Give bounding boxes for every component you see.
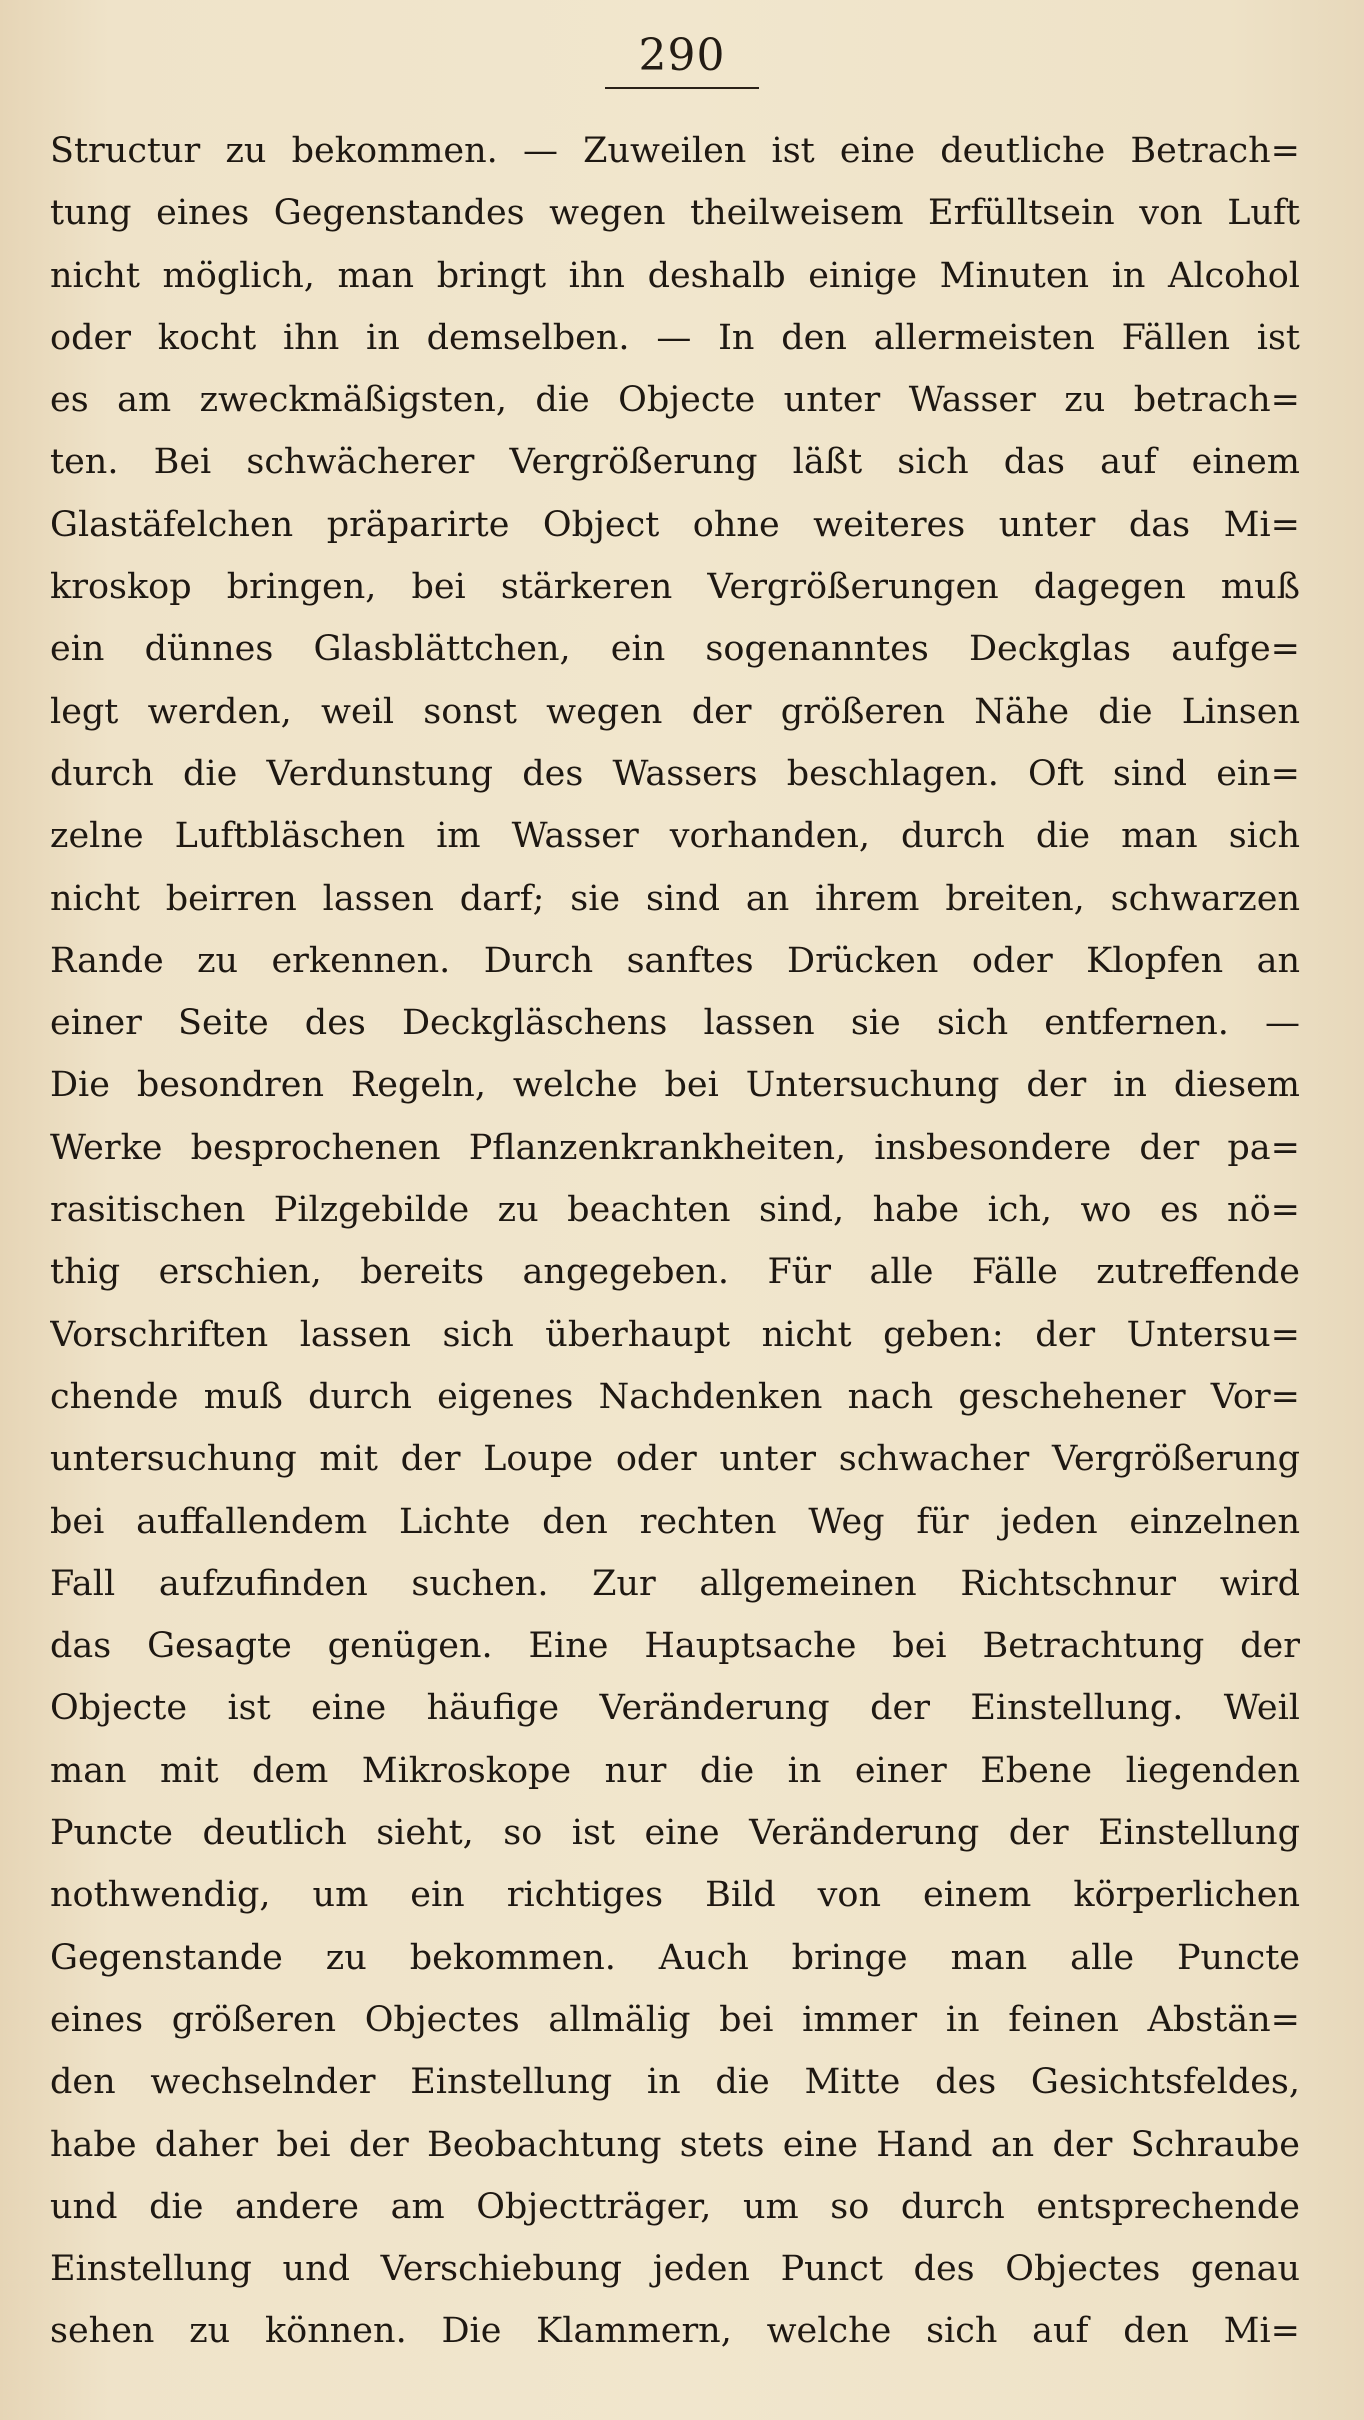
text-line: und die andere am Objectträger, um so durch entsprechende (50, 2186, 1300, 2227)
text-line: tung eines Gegenstandes wegen theilweisem Erfülltsein von Luft (50, 193, 1300, 234)
text-line: untersuchung mit der Loupe oder unter schwacher Vergrößerung (50, 1439, 1300, 1480)
text-line: bei auffallendem Lichte den rechten Weg für jeden einzelnen (50, 1501, 1300, 1542)
text-line: ten. Bei schwächerer Vergrößerung läßt sich das auf einem (50, 442, 1300, 483)
text-line: Vorschriften lassen sich überhaupt nicht geben: der Untersu= (50, 1314, 1300, 1355)
text-line: es am zweckmäßigsten, die Objecte unter Wasser zu betrach= (50, 380, 1300, 421)
text-line: Puncte deutlich sieht, so ist eine Veränderung der Einstellung (50, 1813, 1300, 1854)
text-line: Gegenstande zu bekommen. Auch bringe man alle Puncte (50, 1937, 1300, 1978)
text-line: Structur zu bekommen. — Zuweilen ist eine deutliche Betrach= (50, 131, 1300, 171)
text-line: durch die Verdunstung des Wassers beschlagen. Oft sind ein= (50, 753, 1300, 794)
text-line: zelne Luftbläschen im Wasser vorhanden, durch die man sich (50, 816, 1300, 857)
text-line: Werke besprochenen Pflanzenkrankheiten, insbesondere der pa= (50, 1127, 1300, 1168)
text-line: nicht möglich, man bringt ihn deshalb einige Minuten in Alcohol (50, 255, 1300, 296)
text-line: kroskop bringen, bei stärkeren Vergrößerungen dagegen muß (50, 567, 1300, 608)
text-line: rasitischen Pilzgebilde zu beachten sind, habe ich, wo es nö= (50, 1190, 1300, 1231)
text-line: chende muß durch eigenes Nachdenken nach geschehener Vor= (50, 1376, 1300, 1417)
page-number: 290 (605, 30, 760, 89)
text-line: eines größeren Objectes allmälig bei immer in feinen Abstän= (50, 1999, 1300, 2040)
text-line: den wechselnder Einstellung in die Mitte des Gesichtsfeldes, (50, 2062, 1300, 2103)
text-line: man mit dem Mikroskope nur die in einer Ebene liegenden (50, 1750, 1300, 1791)
text-line: Glastäfelchen präparirte Object ohne weiteres unter das Mi= (50, 504, 1300, 545)
text-line: oder kocht ihn in demselben. — In den allermeisten Fällen ist (50, 317, 1300, 358)
text-line: nothwendig, um ein richtiges Bild von einem körperlichen (50, 1875, 1300, 1916)
text-line: Einstellung und Verschiebung jeden Punct des Objectes genau (50, 2249, 1300, 2290)
text-line: einer Seite des Deckgläschens lassen sie sich entfernen. — (50, 1003, 1300, 1044)
text-line: das Gesagte genügen. Eine Hauptsache bei Betrachtung der (50, 1626, 1300, 1667)
text-line: Objecte ist eine häufige Veränderung der Einstellung. Weil (50, 1688, 1300, 1729)
text-line: ein dünnes Glasblättchen, ein sogenanntes Deckglas aufge= (50, 629, 1300, 670)
text-line: Die besondren Regeln, welche bei Untersuchung der in diesem (50, 1065, 1300, 1106)
text-line: Rande zu erkennen. Durch sanftes Drücken oder Klopfen an (50, 940, 1300, 981)
text-line: Fall aufzufinden suchen. Zur allgemeinen Richtschnur wird (50, 1563, 1300, 1604)
text-line: nicht beirren lassen darf; sie sind an ihrem breiten, schwarzen (50, 878, 1300, 919)
text-line: legt werden, weil sonst wegen der größeren Nähe die Linsen (50, 691, 1300, 732)
text-line: thig erschien, bereits angegeben. Für alle Fälle zutreffende (50, 1252, 1300, 1293)
text-line: sehen zu können. Die Klammern, welche sich auf den Mi= (50, 2311, 1300, 2352)
text-line: habe daher bei der Beobachtung stets eine Hand an der Schraube (50, 2124, 1300, 2165)
page-header (0, 30, 1364, 89)
body-text (50, 120, 1300, 2363)
